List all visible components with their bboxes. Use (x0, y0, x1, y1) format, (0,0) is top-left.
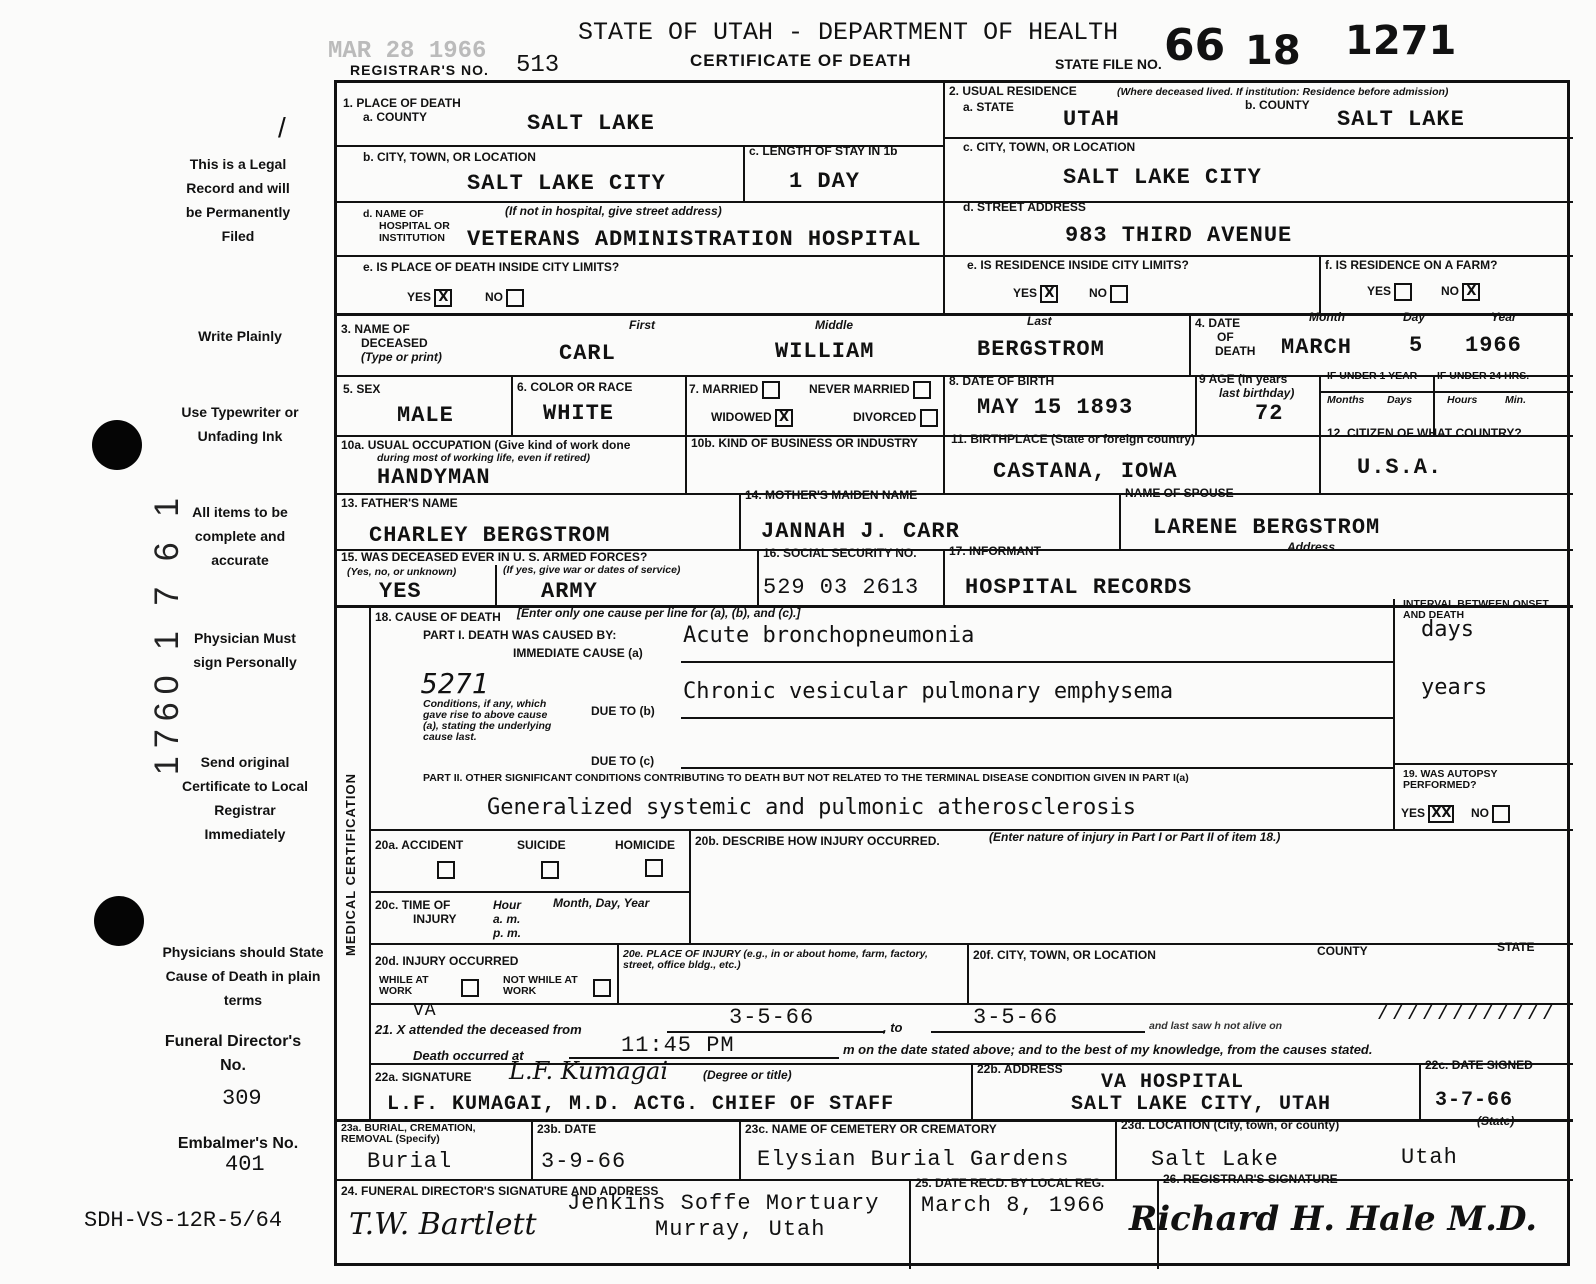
hospital-label-1: d. NAME OF (363, 208, 424, 220)
physicians-state-note: Physicians should State Cause of Death in plain terms (162, 944, 324, 1008)
corner-mark: / (278, 112, 286, 143)
burial-date: 3-9-66 (541, 1149, 627, 1174)
date-of-death-label-2: OF (1217, 330, 1234, 344)
burial-date-label: 23b. DATE (537, 1122, 597, 1136)
date-signed-label: 22c. DATE SIGNED (1425, 1058, 1533, 1072)
burial-state-label: (State) (1477, 1114, 1515, 1128)
part2-conditions: Generalized systemic and pulmonic atherosclerosis (487, 795, 1137, 820)
birth-date-label: 8. DATE OF BIRTH (949, 374, 1055, 388)
autopsy-no-box[interactable] (1492, 805, 1510, 823)
sex-label: 5. SEX (343, 382, 381, 396)
while-at-work-label: WHILE AT WORK (379, 974, 429, 997)
due-to-c-label: DUE TO (c) (591, 754, 655, 768)
race-label: 6. COLOR OR RACE (517, 380, 633, 394)
deceased-name-label-2: DECEASED (361, 336, 428, 350)
hospital-note: (If not in hospital, give street address) (505, 204, 722, 218)
widowed-option (711, 409, 793, 427)
birthplace-label: 11. BIRTHPLACE (State or foreign country) (951, 432, 1196, 446)
residence-inside-yes (1013, 285, 1058, 303)
business-label: 10b. KIND OF BUSINESS OR INDUSTRY (691, 436, 918, 450)
registrar-number: 513 (516, 52, 560, 79)
residence-inside-no-box[interactable] (1110, 285, 1128, 303)
punch-hole-bottom (94, 896, 144, 946)
married-label: 7. MARRIED (689, 382, 759, 397)
married-option (689, 381, 780, 399)
cause-b: Chronic vesicular pulmonary emphysema (683, 679, 1174, 704)
suicide-box[interactable] (541, 861, 559, 879)
first-name: CARL (559, 341, 616, 366)
year-label: Year (1491, 310, 1517, 324)
am-label: a. m. (493, 912, 521, 926)
state-file-part-a: 66 (1164, 20, 1226, 71)
physician-signature: L.F. Kumagai (509, 1057, 669, 1085)
death-city-label: b. CITY, TOWN, OR LOCATION (363, 150, 536, 164)
death-inside-no (485, 289, 524, 307)
date-of-death-label-1: 4. DATE (1195, 316, 1241, 330)
typewriter-note: Use Typewriter or Unfading Ink (181, 404, 299, 444)
injury-description-label: 20b. DESCRIBE HOW INJURY OCCURRED. (695, 834, 940, 848)
part1-label: PART I. DEATH WAS CAUSED BY: (423, 628, 617, 642)
divorced-box[interactable] (920, 409, 938, 427)
interval-a: days (1421, 617, 1474, 642)
death-inside-yes-label: YES (407, 290, 432, 305)
never-married-option (809, 381, 931, 399)
not-while-at-work-label: NOT WHILE AT WORK (503, 974, 578, 997)
occupation: HANDYMAN (377, 465, 491, 490)
farm-no-box[interactable]: X (1462, 283, 1480, 301)
injury-state-label: STATE (1497, 940, 1535, 954)
residence-inside-yes-box[interactable]: X (1040, 285, 1058, 303)
autopsy-yes-label: YES (1401, 806, 1426, 821)
funeral-director-signature: T.W. Bartlett (349, 1207, 537, 1242)
injury-county-label: COUNTY (1317, 944, 1368, 958)
due-to-b-label: DUE TO (b) (591, 704, 655, 718)
father-name: CHARLEY BERGSTROM (369, 523, 611, 548)
legal-record-note: This is a Legal Record and will be Permanently Filed (185, 156, 291, 244)
minutes-label: Min. (1505, 394, 1526, 406)
write-plainly-note: Write Plainly (198, 328, 282, 344)
death-inside-yes (407, 289, 452, 307)
burial-method: Burial (367, 1149, 453, 1174)
birthplace: CASTANA, IOWA (993, 459, 1178, 484)
funeral-director-number: 309 (222, 1086, 262, 1111)
hospital-label-3: INSTITUTION (379, 232, 445, 244)
occupation-label-2: during most of working life, even if retired) (377, 452, 590, 464)
divorced-option (853, 409, 938, 427)
death-county-label: a. COUNTY (363, 110, 428, 124)
farm-yes (1367, 283, 1412, 301)
day-label: Day (1403, 310, 1426, 324)
certificate-subtitle: CERTIFICATE OF DEATH (690, 51, 912, 70)
burial-location-state: Utah (1401, 1145, 1458, 1170)
ssn: 529 03 2613 (763, 575, 920, 600)
state-file-part-c: 1271 (1345, 18, 1457, 64)
not-while-at-work-box[interactable] (593, 979, 611, 997)
death-county: SALT LAKE (527, 111, 655, 136)
residence-street-label: d. STREET ADDRESS (963, 200, 1086, 214)
burial-location-label: 23d. LOCATION (City, town, or county) (1121, 1118, 1340, 1132)
armed-forces-note-1: (Yes, no, or unknown) (347, 566, 457, 578)
farm-no-label: NO (1441, 284, 1459, 299)
attended-label: 21. X attended the deceased from (375, 1022, 582, 1037)
autopsy-no (1471, 805, 1510, 823)
month-label: Month (1309, 310, 1345, 324)
attended-prefix: VA (413, 1001, 437, 1021)
coder-mark: 5271 (421, 667, 489, 700)
death-occurred-suffix: m on the date stated above; and to the best of my knowledge, from the causes stated. (843, 1042, 1373, 1057)
registrar-signature: Richard H. Hale M.D. (1129, 1199, 1538, 1239)
cause-of-death-note: [Enter only one cause per line for (a), (b), and (c).] (517, 606, 801, 620)
residence-inside-no-label: NO (1089, 286, 1107, 301)
time-injury-label-1: 20c. TIME OF (375, 898, 451, 912)
hospital-label-2: HOSPITAL OR (379, 220, 450, 232)
informant: HOSPITAL RECORDS (965, 575, 1193, 600)
vertical-document-number: 1760 1 7 6 1 (148, 490, 186, 776)
funeral-director-number-label: Funeral Director's No. (164, 1033, 302, 1074)
under-one-year-label: IF UNDER 1 YEAR (1327, 370, 1418, 382)
deceased-name-label-1: 3. NAME OF (341, 322, 410, 336)
residence-county: SALT LAKE (1337, 107, 1465, 132)
farm-yes-label: YES (1367, 284, 1392, 299)
last-name: BERGSTROM (977, 337, 1105, 362)
middle-label: Middle (815, 318, 853, 332)
residence-city-label: c. CITY, TOWN, OR LOCATION (963, 140, 1136, 154)
homicide-label: HOMICIDE (615, 838, 675, 852)
certificate-form (334, 80, 1570, 1266)
death-inside-no-box[interactable] (506, 289, 524, 307)
pm-label: p. m. (493, 926, 522, 940)
send-original-note: Send original Certificate to Local Registrar Immediately (181, 754, 309, 842)
residence-inside-yes-label: YES (1013, 286, 1038, 301)
last-label: Last (1027, 314, 1052, 328)
form-code: SDH-VS-12R-5/64 (84, 1208, 283, 1233)
death-occurred-time: 11:45 PM (621, 1033, 735, 1058)
birth-date: MAY 15 1893 (977, 395, 1134, 420)
physician-sign-note: Physician Must sign Personally (193, 630, 297, 670)
father-name-label: 13. FATHER'S NAME (341, 496, 458, 510)
date-of-death-label-3: DEATH (1215, 344, 1256, 358)
residence-label: 2. USUAL RESIDENCE (949, 84, 1077, 98)
punch-hole-top (92, 420, 142, 470)
armed-forces-label: 15. WAS DECEASED EVER IN U. S. ARMED FORCES? (341, 550, 648, 564)
race: WHITE (543, 401, 615, 426)
attended-to: 3-5-66 (973, 1005, 1059, 1030)
sex: MALE (397, 403, 454, 428)
mother-name: JANNAH J. CARR (761, 519, 960, 544)
armed-forces-note-2: (If yes, give war or dates of service) (503, 564, 681, 576)
cemetery: Elysian Burial Gardens (757, 1147, 1070, 1172)
armed-forces: YES (379, 579, 422, 604)
interval-b: years (1421, 675, 1488, 700)
age: 72 (1255, 401, 1284, 426)
injury-city-label: 20f. CITY, TOWN, OR LOCATION (973, 948, 1156, 962)
registrar-signature-label: 26. REGISTRAR'S SIGNATURE (1163, 1172, 1338, 1186)
burial-location-city: Salt Lake (1151, 1147, 1279, 1172)
ssn-label: 16. SOCIAL SECURITY NO. (763, 546, 917, 560)
autopsy-yes (1401, 805, 1454, 823)
residence-street: 983 THIRD AVENUE (1065, 223, 1293, 248)
state-file-label: STATE FILE NO. (1055, 56, 1162, 72)
hours-label: Hours (1447, 394, 1478, 406)
farm-no (1441, 283, 1480, 301)
autopsy-no-label: NO (1471, 806, 1489, 821)
strike-marks: //////////// (1377, 1003, 1558, 1026)
hospital-name: VETERANS ADMINISTRATION HOSPITAL (467, 227, 922, 252)
date-signed: 3-7-66 (1435, 1089, 1514, 1112)
residence-state-label: a. STATE (963, 100, 1014, 114)
received-label: 25. DATE RECD. BY LOCAL REG. (915, 1176, 1105, 1190)
place-of-death-label: 1. PLACE OF DEATH (343, 96, 461, 110)
widowed-box[interactable]: X (775, 409, 793, 427)
autopsy-yes-box[interactable]: XX (1428, 805, 1454, 823)
spouse-name: LARENE BERGSTROM (1153, 515, 1381, 540)
part2-label: PART II. OTHER SIGNIFICANT CONDITIONS CONTRIBUTING TO DEATH BUT NOT RELATED TO THE TERMINAL DISEASE CONDITION GIVEN IN PART I(a) (423, 772, 1189, 784)
burial-method-label: 23a. BURIAL, CREMATION, REMOVAL (Specify) (341, 1122, 476, 1145)
spouse-name-label: NAME OF SPOUSE (1125, 486, 1234, 500)
citizen-label: 12. CITIZEN OF WHAT COUNTRY? (1327, 426, 1522, 440)
farm-yes-box[interactable] (1394, 283, 1412, 301)
immediate-cause-label: IMMEDIATE CAUSE (a) (513, 646, 643, 660)
interval-label: INTERVAL BETWEEN ONSET AND DEATH (1403, 598, 1549, 621)
deceased-name-label-3: (Type or print) (361, 350, 442, 364)
injury-description-note: (Enter nature of injury in Part I or Part II of item 18.) (989, 830, 1281, 844)
time-injury-label-2: INJURY (413, 912, 457, 926)
never-married-box[interactable] (913, 381, 931, 399)
complete-note: All items to be complete and accurate (192, 504, 288, 568)
place-of-injury-label: 20e. PLACE OF INJURY (e.g., in or about home, farm, factory, street, office bldg., etc.) (623, 948, 928, 971)
degree-label: (Degree or title) (703, 1068, 792, 1082)
death-year: 1966 (1465, 333, 1522, 358)
state-file-part-b: 18 (1245, 28, 1301, 74)
funeral-home: Jenkins Soffe Mortuary (567, 1191, 880, 1216)
attended-from: 3-5-66 (729, 1005, 815, 1030)
days-label: Days (1387, 394, 1413, 406)
first-label: First (629, 318, 656, 332)
residence-inside-limits-label: e. IS RESIDENCE INSIDE CITY LIMITS? (967, 258, 1189, 272)
age-label-2: last birthday) (1219, 386, 1295, 400)
stay-length-label: c. LENGTH OF STAY IN 1b (749, 144, 898, 158)
physician-address-2: SALT LAKE CITY, UTAH (1071, 1093, 1332, 1116)
received-stamp: MAR 28 1966 (328, 38, 487, 65)
physician-name: L.F. KUMAGAI, M.D. ACTG. CHIEF OF STAFF (387, 1093, 895, 1116)
suicide-label: SUICIDE (517, 838, 566, 852)
residence-inside-no (1089, 285, 1128, 303)
age-label-1: 9 AGE (In years (1199, 372, 1288, 386)
autopsy-label: 19. WAS AUTOPSY PERFORMED? (1403, 768, 1498, 791)
middle-name: WILLIAM (775, 339, 875, 364)
registrar-number-label: REGISTRAR'S NO. (350, 62, 489, 78)
death-month: MARCH (1281, 335, 1353, 360)
service: ARMY (541, 579, 598, 604)
form-title: STATE OF UTAH - DEPARTMENT OF HEALTH (578, 18, 1119, 47)
embalmer-number: 401 (225, 1152, 265, 1177)
cemetery-label: 23c. NAME OF CEMETERY OR CREMATORY (745, 1122, 997, 1136)
informant-label: 17. INFORMANT (949, 544, 1042, 558)
attended-to-label: , to (883, 1020, 903, 1035)
funeral-home-city: Murray, Utah (655, 1217, 826, 1242)
informant-address-label: Address (1287, 540, 1336, 554)
accident-label: 20a. ACCIDENT (375, 838, 464, 852)
while-at-work-box[interactable] (461, 979, 479, 997)
residence-county-label: b. COUNTY (1245, 98, 1310, 112)
citizen: U.S.A. (1357, 455, 1443, 480)
never-married-label: NEVER MARRIED (809, 382, 910, 397)
death-day: 5 (1409, 333, 1424, 358)
occupation-label: 10a. USUAL OCCUPATION (Give kind of work done (341, 438, 631, 452)
embalmer-number-label: Embalmer's No. (177, 1135, 299, 1152)
hour-label: Hour (493, 898, 521, 912)
death-city: SALT LAKE CITY (467, 171, 666, 196)
residence-state: UTAH (1063, 107, 1120, 132)
funeral-director-label: 24. FUNERAL DIRECTOR'S SIGNATURE AND ADDRESS (341, 1184, 659, 1198)
residence-note: (Where deceased lived. If institution: Residence before admission) (1117, 86, 1449, 98)
married-box[interactable] (762, 381, 780, 399)
farm-label: f. IS RESIDENCE ON A FARM? (1325, 258, 1498, 272)
received-date: March 8, 1966 (921, 1193, 1106, 1218)
residence-city: SALT LAKE CITY (1063, 165, 1262, 190)
accident-box[interactable] (437, 861, 455, 879)
death-inside-limits-label: e. IS PLACE OF DEATH INSIDE CITY LIMITS? (363, 260, 620, 274)
attended-suffix: and last saw h not alive on (1149, 1020, 1283, 1032)
death-inside-no-label: NO (485, 290, 503, 305)
death-occurred-label: Death occurred at (413, 1048, 524, 1063)
under-24-hours-label: IF UNDER 24 HRS. (1437, 370, 1530, 382)
cause-a: Acute bronchopneumonia (683, 623, 975, 648)
cause-of-death-label: 18. CAUSE OF DEATH (375, 610, 501, 624)
physician-address-1: VA HOSPITAL (1101, 1071, 1245, 1094)
widowed-label: WIDOWED (711, 410, 772, 425)
stay-length: 1 DAY (789, 169, 861, 194)
mother-name-label: 14. MOTHER'S MAIDEN NAME (745, 488, 918, 502)
physician-address-label: 22b. ADDRESS (977, 1062, 1063, 1076)
divorced-label: DIVORCED (853, 410, 917, 425)
month-day-year-label: Month, Day, Year (553, 896, 650, 910)
homicide-box[interactable] (645, 859, 663, 877)
medical-certification-label: MEDICAL CERTIFICATION (343, 773, 358, 957)
conditions-note: Conditions, if any, which gave rise to above cause (a), stating the underlying cause last. (423, 698, 552, 743)
months-label: Months (1327, 394, 1365, 406)
signature-label: 22a. SIGNATURE (375, 1070, 472, 1084)
death-inside-yes-box[interactable]: X (434, 289, 452, 307)
injury-occurred-label: 20d. INJURY OCCURRED (375, 954, 519, 968)
